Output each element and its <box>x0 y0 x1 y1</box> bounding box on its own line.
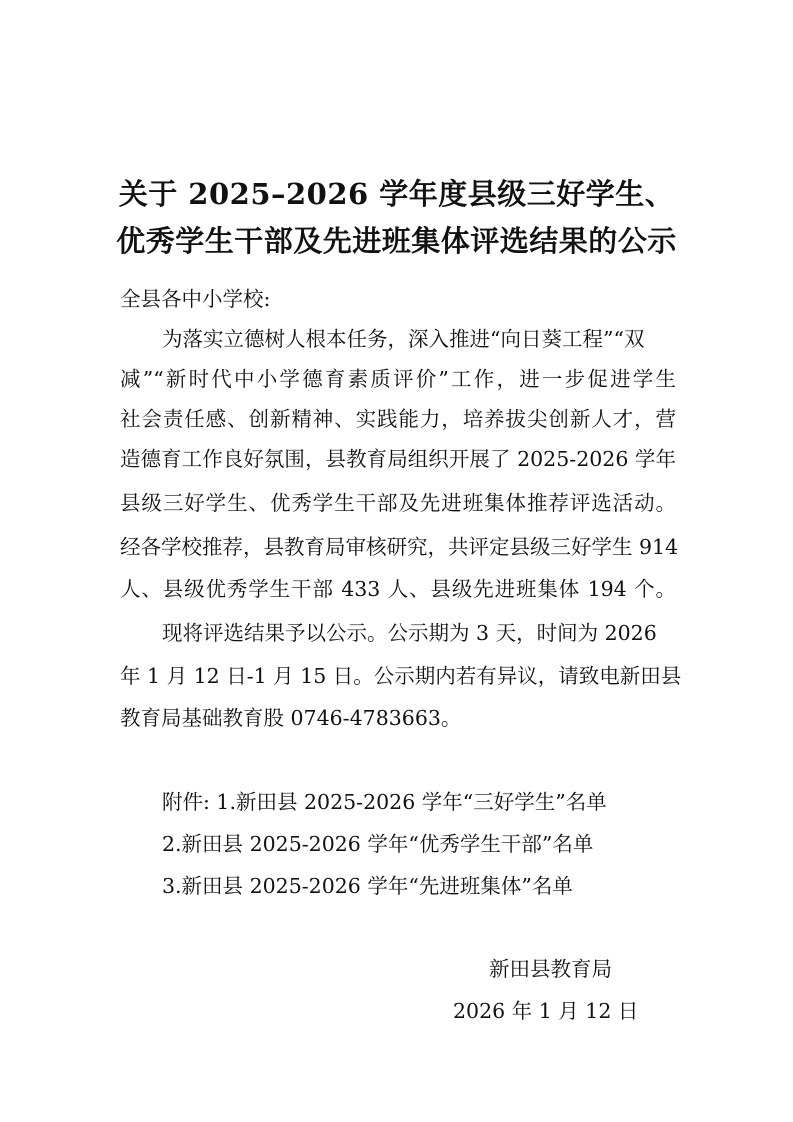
paragraph-1-line-7: 人、县级优秀学生干部 433 人、县级先进班集体 194 个。 <box>120 577 676 601</box>
paragraph-1-line-3: 社会责任感、创新精神、实践能力，培养拔尖创新人才，营 <box>120 407 676 431</box>
paragraph-1-line-1: 为落实立德树人根本任务，深入推进“向日葵工程”“双 <box>162 327 645 351</box>
paragraph-1-line-4: 造德育工作良好氛围，县教育局组织开展了 2025-2026 学年 <box>120 447 676 471</box>
paragraph-2-line-3: 教育局基础教育股 0746-4783663。 <box>120 706 462 730</box>
document-title-line-2: 优秀学生干部及先进班集体评选结果的公示 <box>116 224 677 258</box>
attachment-item-1: 附件: 1.新田县 2025-2026 学年“三好学生”名单 <box>162 790 607 814</box>
paragraph-2-line-1: 现将评选结果予以公示。公示期为 3 天，时间为 2026 <box>162 621 657 645</box>
paragraph-1-line-2: 减”“新时代中小学德育素质评价”工作，进一步促进学生 <box>120 367 676 391</box>
paragraph-1-line-5: 县级三好学生、优秀学生干部及先进班集体推荐评选活动。 <box>120 491 676 515</box>
paragraph-1-line-6: 经各学校推荐，县教育局审核研究，共评定县级三好学生 914 <box>120 535 679 559</box>
attachment-item-2: 2.新田县 2025-2026 学年“优秀学生干部”名单 <box>162 832 594 856</box>
attachment-item-3: 3.新田县 2025-2026 学年“先进班集体”名单 <box>162 874 573 898</box>
signature-date: 2026 年 1 月 12 日 <box>453 999 639 1023</box>
document-title-line-1: 关于 2025–2026 学年度县级三好学生、 <box>118 177 675 211</box>
paragraph-2-line-2: 年 1 月 12 日-1 月 15 日。公示期内若有异议，请致电新田县 <box>120 664 682 688</box>
signature-organization: 新田县教育局 <box>489 957 612 981</box>
salutation: 全县各中小学校: <box>120 287 271 311</box>
